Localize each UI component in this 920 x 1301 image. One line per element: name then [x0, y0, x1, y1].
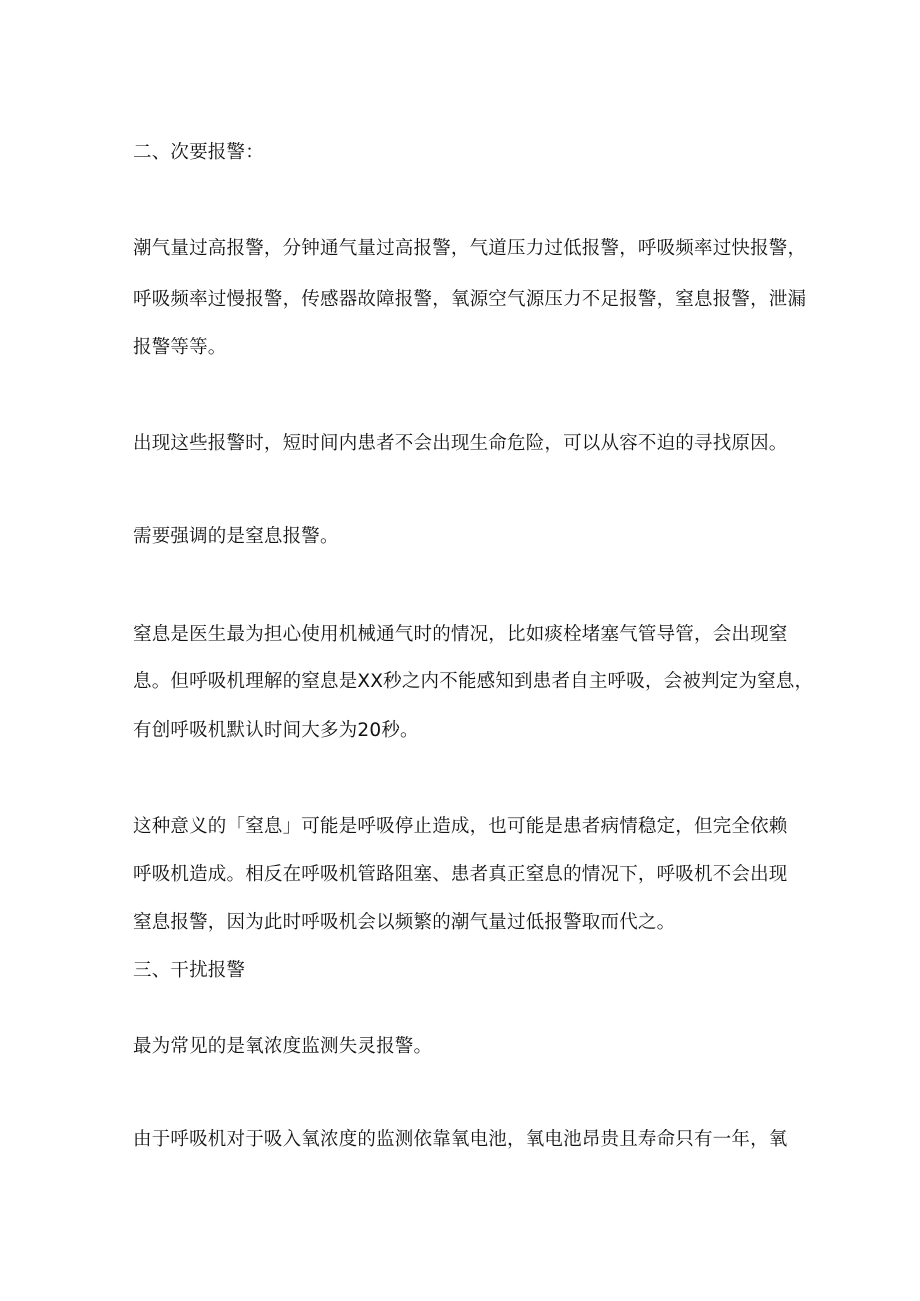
paragraph-line: 报警等等。	[133, 337, 227, 358]
paragraph-line: 这种意义的「窒息」可能是呼吸停止造成，也可能是患者病情稳定，但完全依赖	[133, 816, 788, 837]
paragraph-line: 息。但呼吸机理解的窒息是XX秒之内不能感知到患者自主呼吸，会被判定为窒息，	[133, 671, 814, 692]
paragraph-line: 呼吸频率过慢报警，传感器故障报警，氧源空气源压力不足报警，窒息报警，泄漏	[133, 289, 807, 310]
paragraph-line: 窒息是医生最为担心使用机械通气时的情况，比如痰栓堵塞气管导管，会出现窒	[133, 624, 788, 645]
paragraph-line: 出现这些报警时，短时间内患者不会出现生命危险，可以从容不迫的寻找原因。	[133, 433, 788, 454]
section-heading-interference-alarms: 三、干扰报警	[133, 960, 246, 981]
paragraph-line: 最为常见的是氧浓度监测失灵报警。	[133, 1036, 433, 1057]
paragraph-line: 有创呼吸机默认时间大多为20秒。	[133, 720, 419, 741]
paragraph-line: 需要强调的是窒息报警。	[133, 526, 339, 547]
paragraph-line: 窒息报警，因为此时呼吸机会以频繁的潮气量过低报警取而代之。	[133, 912, 676, 933]
paragraph-line: 由于呼吸机对于吸入氧浓度的监测依靠氧电池，氧电池昂贵且寿命只有一年，氧	[133, 1129, 788, 1150]
section-heading-secondary-alarms: 二、次要报警：	[133, 142, 264, 163]
paragraph-line: 潮气量过高报警，分钟通气量过高报警，气道压力过低报警，呼吸频率过快报警，	[133, 238, 807, 259]
paragraph-line: 呼吸机造成。相反在呼吸机管路阻塞、患者真正窒息的情况下，呼吸机不会出现	[133, 864, 788, 885]
